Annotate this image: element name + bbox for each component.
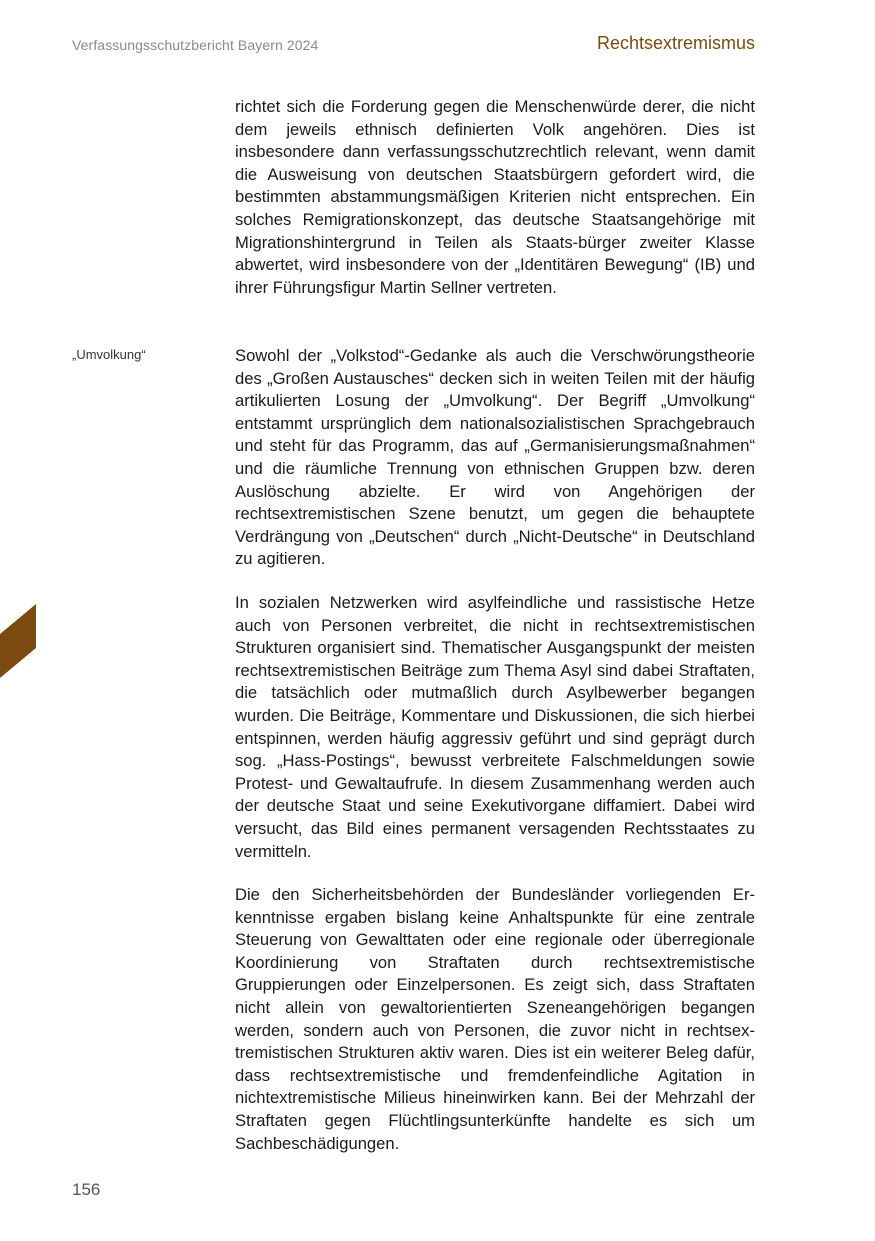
margin-note: „Umvolkung“ [72, 347, 146, 362]
page-number: 156 [72, 1180, 101, 1199]
running-header-title: Verfassungsschutzbericht Bayern 2024 [72, 37, 319, 53]
chapter-tab-marker [0, 604, 36, 678]
paragraph-3: In sozialen Netzwerken wird asylfeindliche und rassistische Hetze auch von Personen verbreitet, die nicht in rechtsextremistischen Strukturen organisiert sind. Thematischer Ausgangspunkt der meisten rechtsextremistischen Beiträge zum Thema Asyl sind dabei Straftaten, die tatsächlich oder mutmaßlich durch Asylbewerber begangen wurden. Die Beiträge, Kommentare und Diskussionen, die sich hierbei entspinnen, werden häufig aggressiv geführt und sind geprägt durch sog. „Hass-Postings“, bewusst verbreitete Falschmeldungen sowie Protest- und Gewaltaufrufe. In diesem Zusammenhang werden auch der deutsche Staat und seine Exekutivorgane diffamiert. Dabei wird versucht, das Bild eines permanent versagenden Rechtsstaates zu vermitteln. [235, 593, 755, 861]
paragraph-2: Sowohl der „Volkstod“-Gedanke als auch die Verschwörungstheorie des „Großen Austausches“ decken sich in weiten Teilen mit der häufig artikulierten Losung der „Umvolkung“. Der Begriff „Umvolkung“ entstammt ursprünglich dem nationalsozialistischen Sprachgebrauch und steht für das Programm, das auf „Germanisierungsmaßnahmen“ und die räumliche Trennung von ethnischen Gruppen bzw. deren Auslöschung abzielte. Er wird von Angehörigen der rechtsextremistischen Szene benutzt, um gegen die behauptete Verdrängung von „Deutschen“ durch „Nicht-Deutsche“ in Deutschland zu agitieren. [235, 346, 755, 569]
paragraph-4: Die den Sicherheitsbehörden der Bundesländer vorliegenden Erkenntnisse ergaben bislang keine Anhaltspunkte für eine zentrale Steuerung von Gewalttaten oder eine regionale oder überregionale Koordinierung von Straftaten durch rechtsextremistische Gruppierungen oder Einzelpersonen. Es zeigt sich, dass Straftaten nicht allein von gewaltorientierten Szeneangehörigen begangen werden, sondern auch von Personen, die zuvor nicht in rechtsextremistischen Strukturen aktiv waren. Dies ist ein weiterer Beleg dafür, dass rechtsextremistische und fremdenfeindliche Agitation in nichtextremistische Milieus hineinwirken kann. Bei der Mehrzahl der Straftaten gegen Flüchtlingsunterkünfte handelte es sich um Sachbeschädigungen. [235, 885, 755, 1153]
paragraph-1: richtet sich die Forderung gegen die Menschenwürde derer, die nicht dem jeweils ethnisch definierten Volk angehören. Dies ist insbesondere dann verfassungsschutzrechtlich relevant, wenn damit die Ausweisung von deutschen Staatsbürgern gefordert wird, die bestimmten abstammungsmäßigen Kriterien nicht entsprechen. Ein solches Remigrationskonzept, das deutsche Staatsangehörige mit Migrationshintergrund in Teilen als Staats-bürger zweiter Klasse abwertet, wird insbesondere von der „Identitären Bewegung“ (IB) und ihrer Führungsfigur Martin Sellner vertreten. [235, 97, 755, 297]
section-title: Rechtsextremismus [596, 33, 755, 53]
